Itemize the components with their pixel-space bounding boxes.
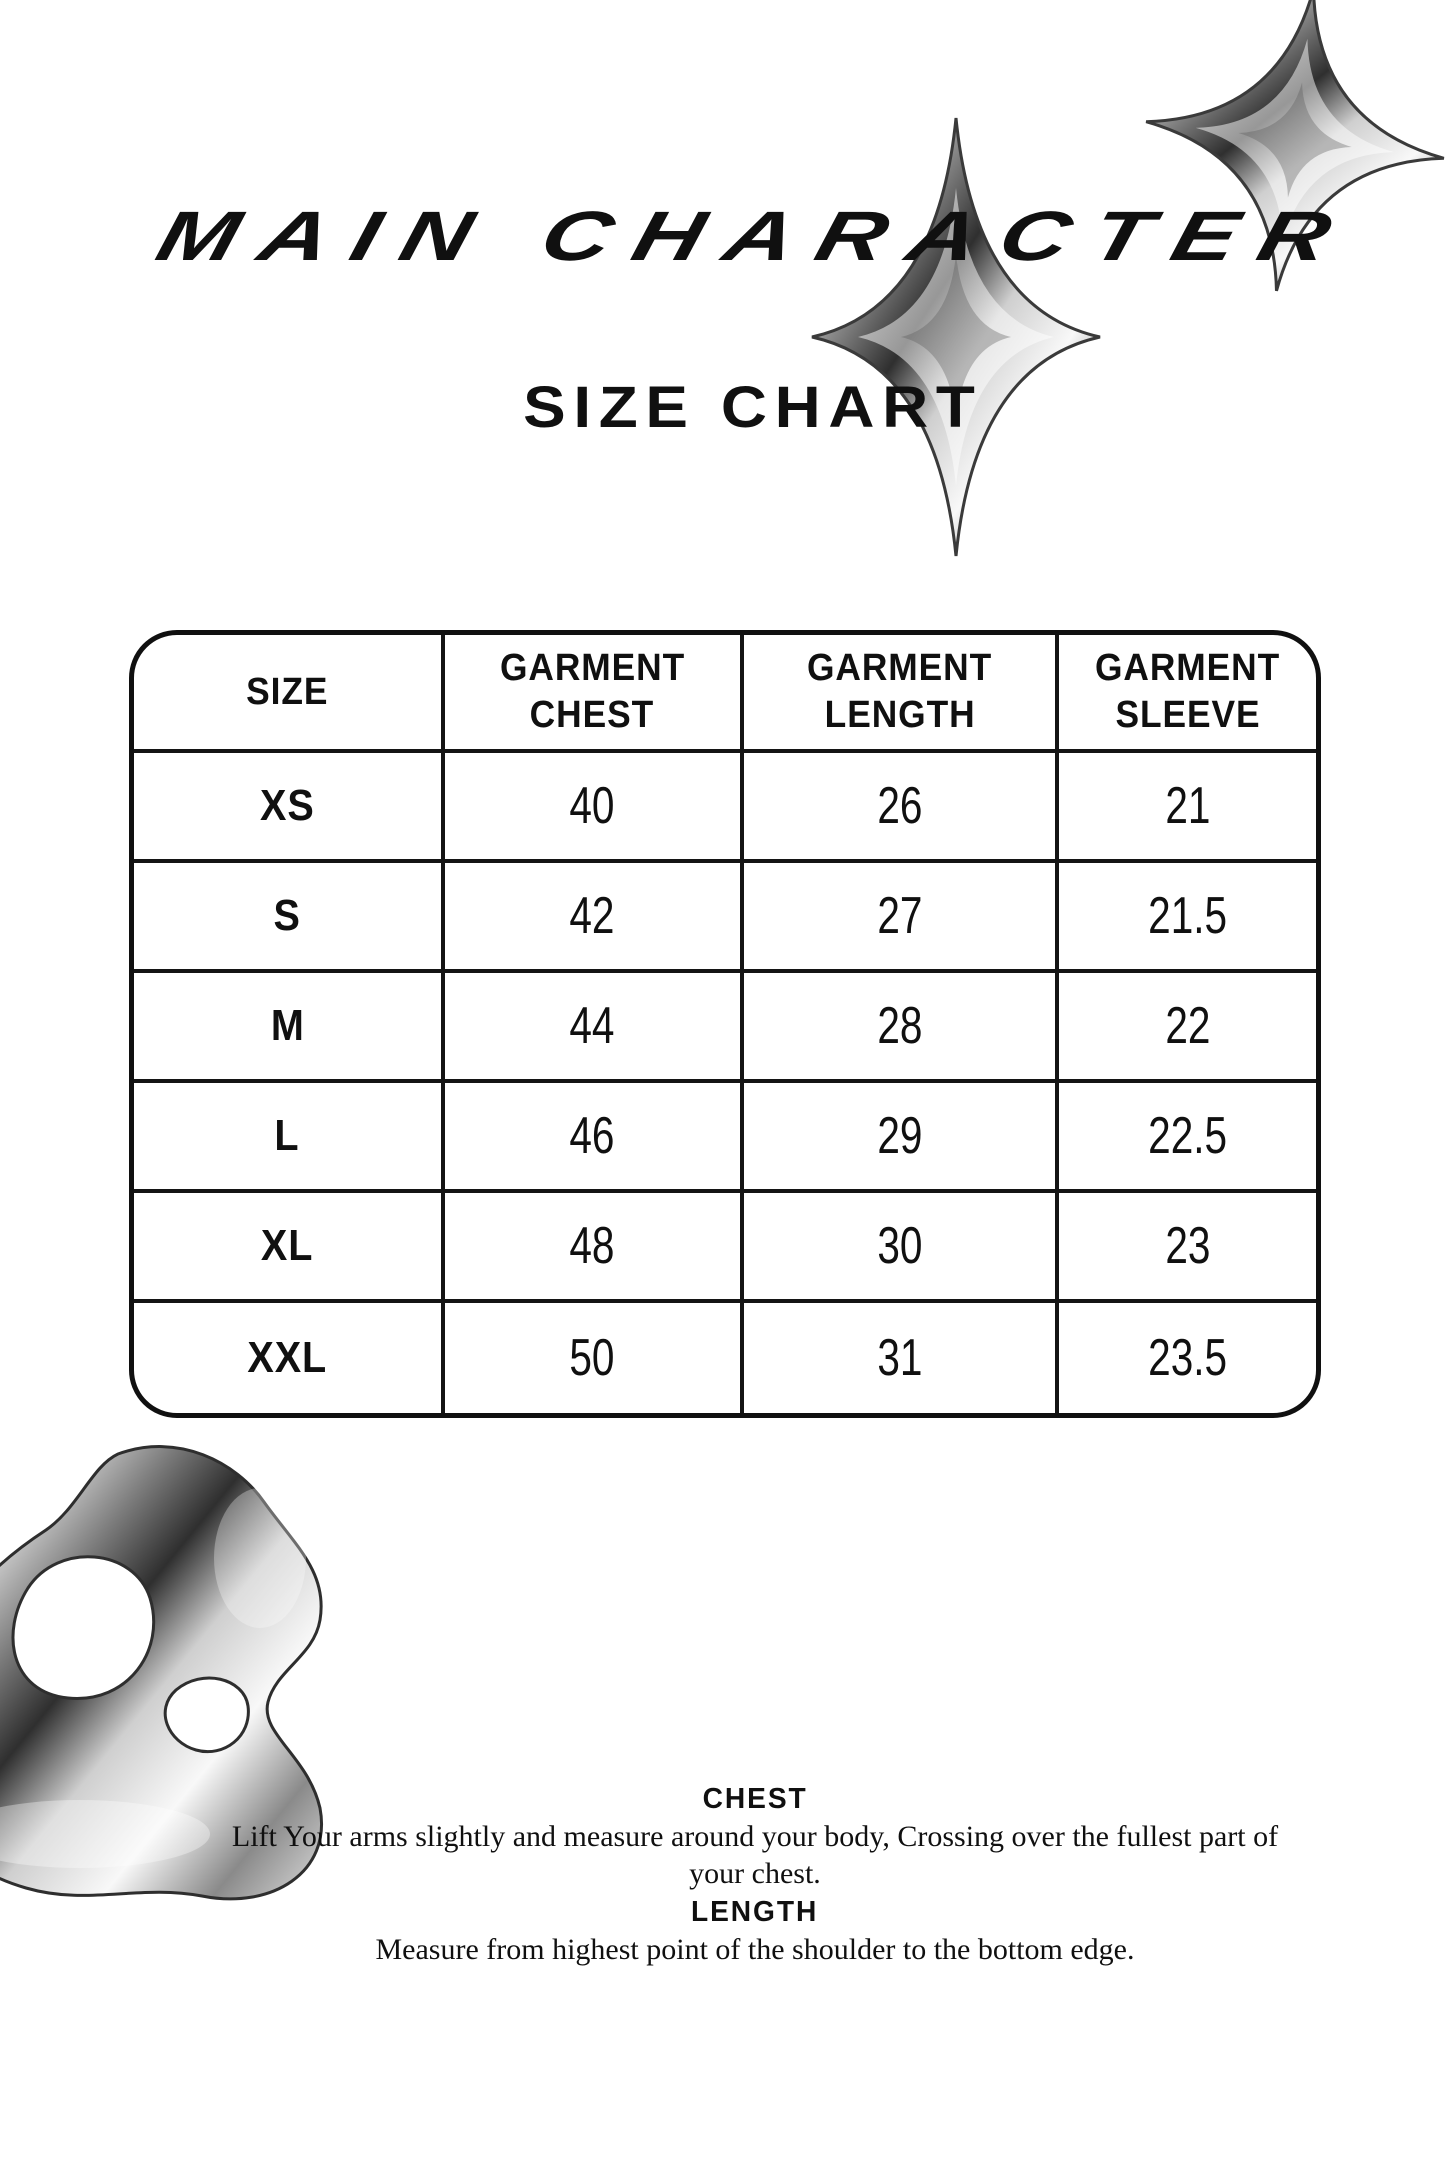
cell-sleeve-m: 22	[1059, 973, 1315, 1083]
chest-instructions: Lift Your arms slightly and measure around your body, Crossing over the fullest part of your chest.	[231, 1820, 1279, 1890]
measuring-guide	[65, 1783, 1445, 1972]
cell-length-xs: 26	[744, 753, 1060, 863]
cell-sleeve-s: 21.5	[1059, 863, 1315, 973]
size-chart-grid	[134, 635, 1316, 1413]
cell-size-s: S	[134, 863, 445, 973]
column-header-garment-length: GARMENT LENGTH	[744, 635, 1060, 753]
cell-size-xs: XS	[134, 753, 445, 863]
cell-length-xl: 30	[744, 1193, 1060, 1303]
column-header-size: SIZE	[134, 635, 445, 753]
cell-chest-xl: 48	[445, 1193, 744, 1303]
cell-chest-xs: 40	[445, 753, 744, 863]
cell-chest-l: 46	[445, 1083, 744, 1193]
page-subtitle-text: SIZE CHART	[522, 375, 983, 440]
cell-size-m: M	[134, 973, 445, 1083]
brand-title	[65, 196, 1445, 276]
cell-sleeve-l: 22.5	[1059, 1083, 1315, 1193]
length-heading: LENGTH	[691, 1896, 819, 1928]
column-header-garment-sleeve: GARMENT SLEEVE	[1059, 635, 1315, 753]
cell-length-m: 28	[744, 973, 1060, 1083]
length-instructions: Measure from highest point of the shoulder to the bottom edge.	[375, 1933, 1135, 1966]
cell-size-xl: XL	[134, 1193, 445, 1303]
chest-heading: CHEST	[702, 1783, 808, 1815]
cell-length-s: 27	[744, 863, 1060, 973]
cell-chest-m: 44	[445, 973, 744, 1083]
cell-size-l: L	[134, 1083, 445, 1193]
size-chart-table	[129, 630, 1321, 1418]
page-subtitle	[60, 374, 1445, 441]
cell-chest-xxl: 50	[445, 1303, 744, 1413]
cell-chest-s: 42	[445, 863, 744, 973]
cell-sleeve-xs: 21	[1059, 753, 1315, 863]
brand-title-text: MAIN CHARACTER	[148, 197, 1362, 275]
cell-size-xxl: XXL	[134, 1303, 445, 1413]
column-header-garment-chest: GARMENT CHEST	[445, 635, 744, 753]
cell-sleeve-xl: 23	[1059, 1193, 1315, 1303]
cell-length-xxl: 31	[744, 1303, 1060, 1413]
cell-sleeve-xxl: 23.5	[1148, 1329, 1228, 1387]
chrome-star-large-icon	[806, 112, 1106, 562]
cell-length-l: 29	[744, 1083, 1060, 1193]
